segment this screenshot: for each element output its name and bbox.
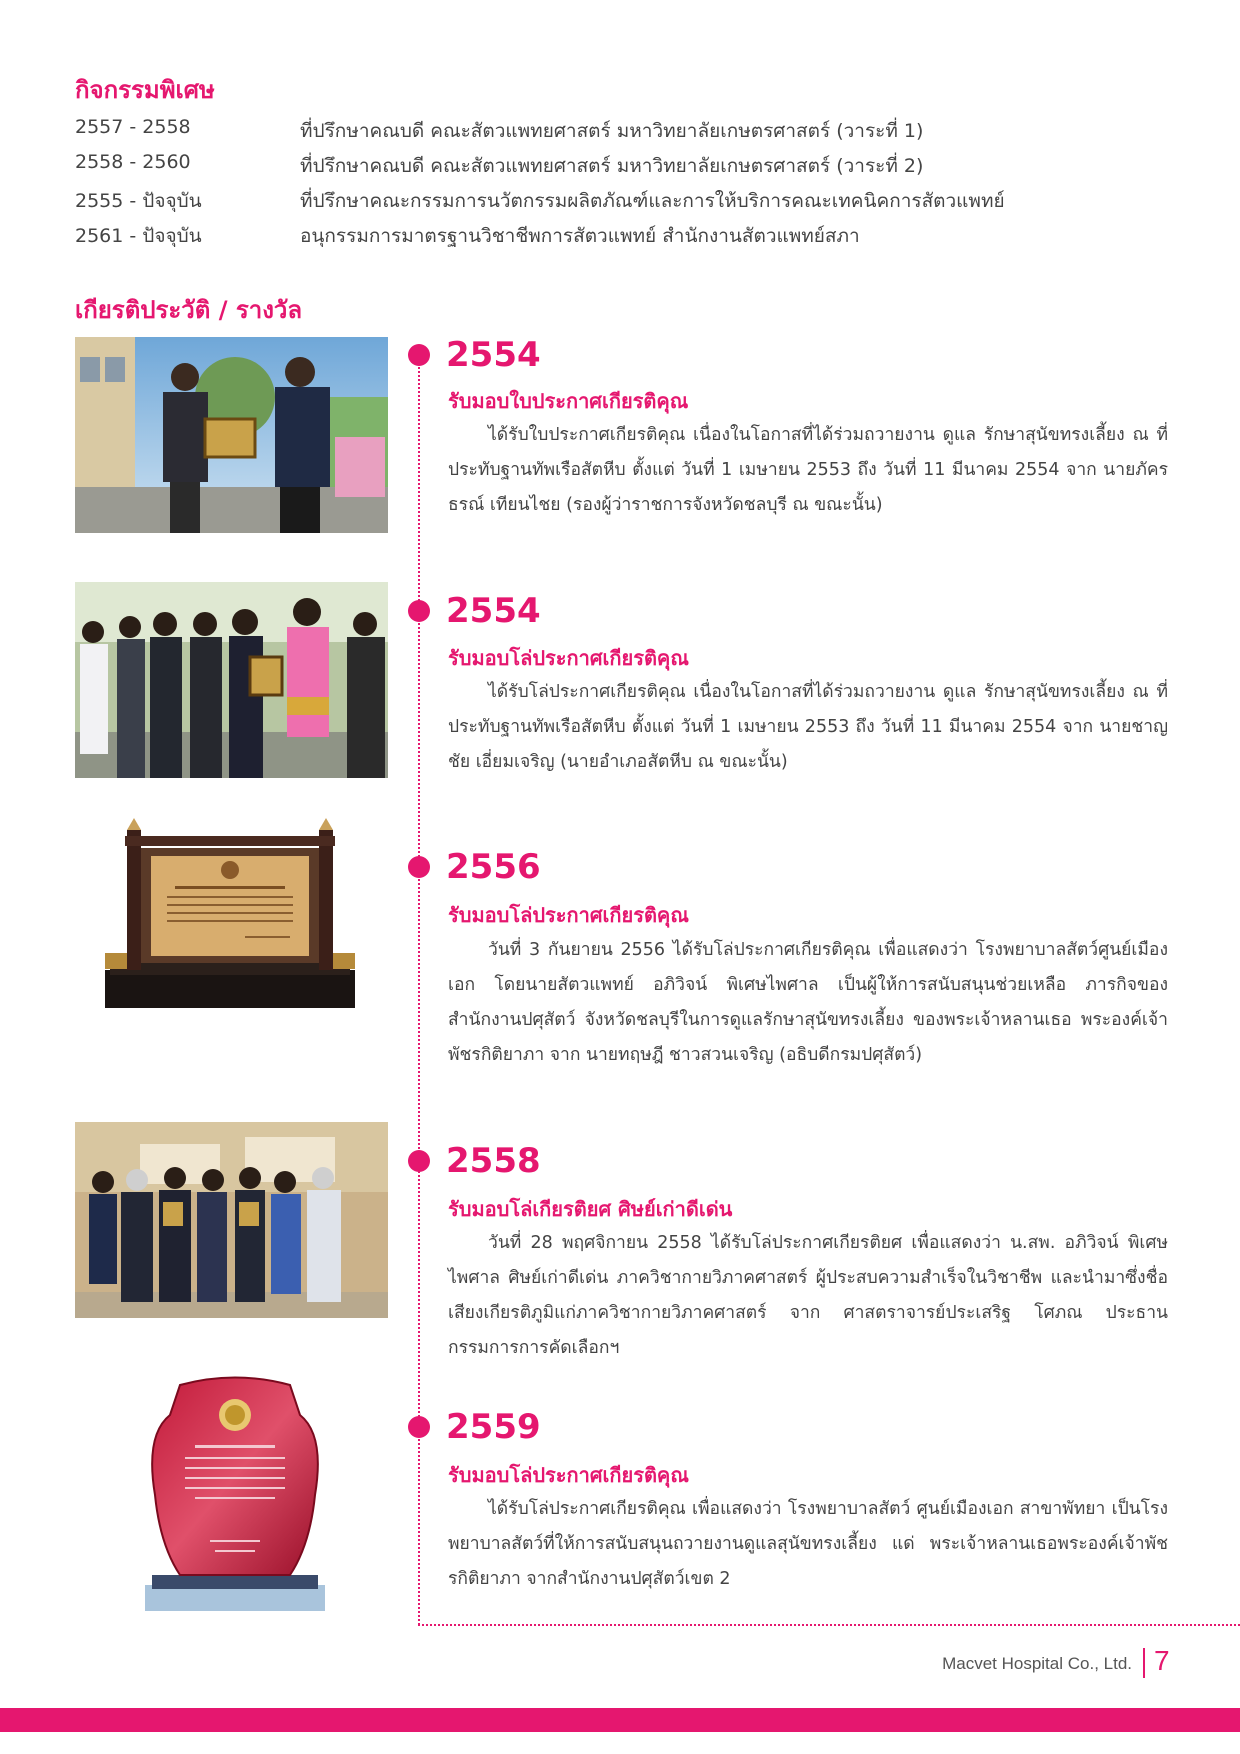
awards-title: เกียรติประวัติ / รางวัล xyxy=(75,296,303,324)
footer-company-name: Macvet Hospital Co., Ltd. xyxy=(942,1654,1132,1673)
award-photo-plaque-ceremony xyxy=(75,582,388,778)
award-year: 2558 xyxy=(446,1141,541,1181)
award-title: รับมอบใบประกาศเกียรติคุณ xyxy=(448,389,689,413)
award-year: 2554 xyxy=(446,335,541,375)
activity-row xyxy=(75,186,1175,222)
activity-description: อนุกรรมการมาตรฐานวิชาชีพการสัตวแพทย์ สำนักงานสัตวแพทย์สภา xyxy=(300,225,860,247)
activity-years: 2558 - 2560 xyxy=(75,151,191,173)
timeline-dot xyxy=(408,1150,430,1172)
activity-row xyxy=(75,116,1175,152)
activity-years: 2561 - ปัจจุบัน xyxy=(75,225,202,247)
activity-description: ที่ปรึกษาคณบดี คณะสัตวแพทยศาสตร์ มหาวิทยาลัยเกษตรศาสตร์ (วาระที่ 2) xyxy=(300,155,924,177)
activity-row xyxy=(75,221,1175,257)
activity-years: 2557 - 2558 xyxy=(75,116,191,138)
timeline-dot xyxy=(408,856,430,878)
activity-description: ที่ปรึกษาคณบดี คณะสัตวแพทยศาสตร์ มหาวิทยาลัยเกษตรศาสตร์ (วาระที่ 1) xyxy=(300,120,924,142)
timeline-dot xyxy=(408,600,430,622)
timeline-dot xyxy=(408,344,430,366)
award-title: รับมอบโล่ประกาศเกียรติคุณ xyxy=(448,646,689,670)
award-description: วันที่ 3 กันยายน 2556 ได้รับโล่ประกาศเกียรติคุณ เพื่อแสดงว่า โรงพยาบาลสัตว์ศูนย์เมืองเอก โดยนายสัตวแพทย์ อภิวิจน์ พิเศษไพศาล เป็นผู้ให้การสนับสนุนช่วยเหลือ ภารกิจของสำนักงานปศุสัตว์ จังหวัดชลบุรีในการดูแลรักษาสุนัขทรงเลี้ยง ของพระเจ้าหลานเธอ พระองค์เจ้า พัชรกิติยาภา จาก นายทฤษฎี ชาวสวนเจริญ (อธิบดีกรมปศุสัตว์) xyxy=(448,940,1168,1065)
activity-row xyxy=(75,151,1175,187)
award-description: ได้รับโล่ประกาศเกียรติคุณ เพื่อแสดงว่า โรงพยาบาลสัตว์ ศูนย์เมืองเอก สาขาพัทยา เป็นโรงพยาบาลสัตว์ที่ให้การสนับสนุนถวายงานดูแลสุนัขทรงเลี้ยง แด่ พระเจ้าหลานเธอพระองค์เจ้าพัชรกิติยาภา จากสำนักงานปศุสัตว์เขต 2 xyxy=(448,1499,1168,1589)
award-year: 2556 xyxy=(446,847,541,887)
award-description: ได้รับใบประกาศเกียรติคุณ เนื่องในโอกาสที่ได้ร่วมถวายงาน ดูแล รักษาสุนัขทรงเลี้ยง ณ ที่ประทับฐานทัพเรือสัตหีบ ตั้งแต่ วันที่ 1 เมษายน 2553 ถึง วันที่ 11 มีนาคม 2554 จาก นายภัครธรณ์ เทียนไชย (รองผู้ว่าราชการจังหวัดชลบุรี ณ ขณะนั้น) xyxy=(448,425,1168,515)
award-photo-crystal-shield xyxy=(140,1375,330,1611)
page-number: 7 xyxy=(1154,1645,1170,1676)
award-description: วันที่ 28 พฤศจิกายน 2558 ได้รับโล่ประกาศเกียรติยศ เพื่อแสดงว่า น.สพ. อภิวิจน์ พิเศษไพศาล ศิษย์เก่าดีเด่น ภาควิชากายวิภาคศาสตร์ ผู้ประสบความสำเร็จในวิชาชีพ และนำมาซึ่งชื่อเสียงเกียรติภูมิแก่ภาควิชากายวิภาคศาสตร์ จาก ศาสตราจารย์ประเสริฐ โศภณ ประธานกรรมการการคัดเลือกฯ xyxy=(448,1233,1168,1358)
award-title: รับมอบโล่ประกาศเกียรติคุณ xyxy=(448,903,689,927)
award-year: 2554 xyxy=(446,591,541,631)
footer-bar xyxy=(0,1708,1240,1732)
activity-description: ที่ปรึกษาคณะกรรมการนวัตกรรมผลิตภัณฑ์และการให้บริการคณะเทคนิคการสัตวแพทย์ xyxy=(300,190,1005,212)
special-activities-title: กิจกรรมพิเศษ xyxy=(75,76,215,104)
award-title: รับมอบโล่เกียรติยศ ศิษย์เก่าดีเด่น xyxy=(448,1197,733,1221)
footer-separator xyxy=(1143,1648,1145,1678)
award-year: 2559 xyxy=(446,1407,541,1447)
award-photo-alumni-group xyxy=(75,1122,388,1318)
activity-years: 2555 - ปัจจุบัน xyxy=(75,190,202,212)
award-photo-certificate-handover xyxy=(75,337,388,533)
award-title: รับมอบโล่ประกาศเกียรติคุณ xyxy=(448,1463,689,1487)
award-description: ได้รับโล่ประกาศเกียรติคุณ เนื่องในโอกาสที่ได้ร่วมถวายงาน ดูแล รักษาสุนัขทรงเลี้ยง ณ ที่ประทับฐานทัพเรือสัตหีบ ตั้งแต่ วันที่ 1 เมษายน 2553 ถึง วันที่ 11 มีนาคม 2554 จาก นายชาญชัย เอี่ยมเจริญ (นายอำเภอสัตหีบ ณ ขณะนั้น) xyxy=(448,682,1168,772)
award-photo-plaque-frame xyxy=(105,818,355,1008)
timeline-dot xyxy=(408,1416,430,1438)
timeline-bottom-line xyxy=(418,1624,1240,1626)
